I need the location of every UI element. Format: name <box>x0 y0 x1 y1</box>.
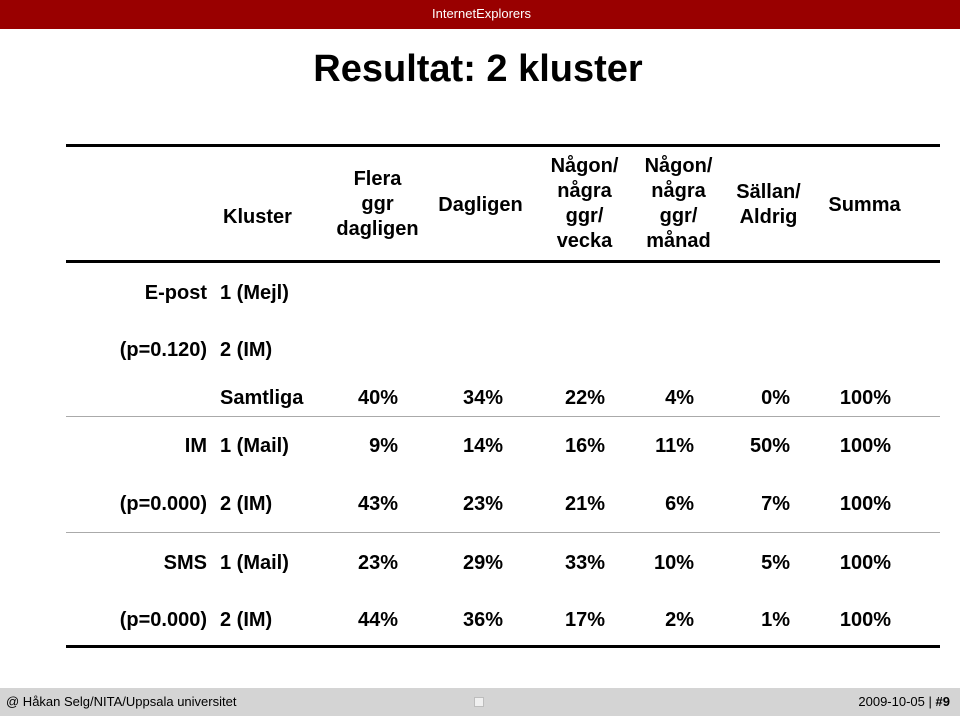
table-cell: 10% <box>653 552 694 574</box>
row-group-label: (p=0.120) <box>119 339 207 361</box>
row-group-label: (p=0.000) <box>119 493 207 515</box>
footer-date: 2009-10-05 <box>858 694 925 709</box>
row-separator <box>66 532 940 533</box>
row-separator <box>66 416 940 417</box>
footer-separator: | <box>928 694 932 709</box>
table-cell: 23% <box>462 493 503 515</box>
table-cell: 9% <box>369 435 398 457</box>
row-cluster-label: 1 (Mail) <box>220 435 289 457</box>
table-cell: 50% <box>749 435 790 457</box>
col-header-summa: Summa <box>828 194 901 216</box>
table-top-rule <box>66 144 940 147</box>
table-cell: 100% <box>839 609 891 631</box>
table-cell: 16% <box>564 435 605 457</box>
table-cell: 6% <box>665 493 694 515</box>
table-cell: 22% <box>564 387 605 409</box>
col-header-dagligen: Dagligen <box>438 194 523 216</box>
table-cell: 100% <box>839 435 891 457</box>
table-cell: 7% <box>761 493 790 515</box>
table-bottom-rule <box>66 645 940 648</box>
col-header-kluster: Kluster <box>223 206 292 228</box>
row-cluster-label: 2 (IM) <box>220 609 273 631</box>
table-cell: 1% <box>761 609 790 631</box>
col-header-sallan: Sällan/ Aldrig <box>736 181 801 228</box>
row-cluster-label: Samtliga <box>220 387 304 409</box>
table-header-rule <box>66 260 940 263</box>
footer-square-icon <box>474 697 484 707</box>
table-cell: 43% <box>357 493 398 515</box>
col-header-flera: Flera ggr dagligen <box>336 168 419 240</box>
row-cluster-label: 1 (Mejl) <box>220 282 289 304</box>
table-cell: 100% <box>839 552 891 574</box>
table-cell: 0% <box>761 387 790 409</box>
footer-meta <box>858 694 950 709</box>
row-group-label: (p=0.000) <box>119 609 207 631</box>
table-cell: 5% <box>761 552 790 574</box>
table-cell: 34% <box>462 387 503 409</box>
table-cell: 29% <box>462 552 503 574</box>
table-cell: 100% <box>839 387 891 409</box>
table-cell: 44% <box>357 609 398 631</box>
table-cell: 2% <box>665 609 694 631</box>
table-cell: 21% <box>564 493 605 515</box>
footer-credit: @ Håkan Selg/NITA/Uppsala universitet <box>6 694 237 709</box>
row-cluster-label: 1 (Mail) <box>220 552 289 574</box>
row-group-label: SMS <box>163 552 207 574</box>
table-cell: 4% <box>665 387 694 409</box>
header-bar <box>0 0 960 29</box>
col-header-manad: Någon/ några ggr/ månad <box>644 155 713 252</box>
row-cluster-label: 2 (IM) <box>220 339 273 361</box>
footer-bar <box>0 688 960 716</box>
row-cluster-label: 2 (IM) <box>220 493 273 515</box>
row-group-label: E-post <box>144 282 207 304</box>
table-cell: 14% <box>462 435 503 457</box>
table-cell: 23% <box>357 552 398 574</box>
table-cell: 17% <box>564 609 605 631</box>
footer-page: #9 <box>935 694 950 709</box>
slide-title: Resultat: 2 kluster <box>313 48 643 90</box>
row-group-label: IM <box>184 435 207 457</box>
table-cell: 40% <box>357 387 398 409</box>
table-cell: 36% <box>462 609 503 631</box>
table-cell: 33% <box>564 552 605 574</box>
col-header-vecka: Någon/ några ggr/ vecka <box>550 155 619 252</box>
table-cell: 11% <box>655 435 694 457</box>
table-cell: 100% <box>839 493 891 515</box>
header-label: InternetExplorers <box>432 6 531 21</box>
